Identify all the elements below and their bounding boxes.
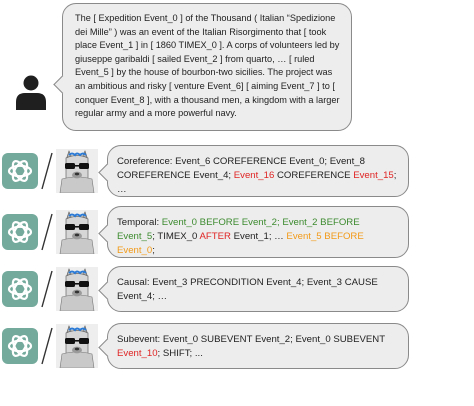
- text-segment: Event_15: [353, 170, 394, 181]
- text-segment: Temporal:: [117, 217, 162, 228]
- coreference-response-bubble: [107, 145, 409, 197]
- openai-logo-icon: [2, 153, 38, 189]
- slash-divider: [40, 326, 54, 366]
- text-segment: The [ Expedition Event_0 ] of the Thousand ( Italian “Spedizione dei Mille” ) was an event of the Italian Risorgimento that [ took place Event_1 ] in [ 1860 TIMEX_0 ]. A corps of volunteers led by giuseppe garibaldi [ sailed Event_2 ] from quarto, … [ ruled Event_5 ] by the house of bourbon-two sicilies. The project was an ambitious and risky [ venture Event_6] [ aiming Event_7 ] to [ conquer Event_8 ], with a thousand men, a kingdom with a larger regular army and a more powerful navy.: [75, 13, 340, 119]
- text-segment: Event_16: [233, 170, 275, 181]
- coreference-response-text: [117, 155, 400, 197]
- llama-icon: [56, 324, 98, 368]
- text-segment: Event_1; …: [230, 231, 287, 242]
- text-segment: ; SHIFT; ...: [157, 348, 203, 359]
- person-icon: [14, 74, 48, 110]
- user-prompt-text: [75, 12, 341, 121]
- text-segment: Event_0 BEFORE Event_2; Event_2 BEFORE Event_5: [117, 217, 360, 242]
- slash-divider: [40, 269, 54, 309]
- text-segment: ; TIMEX_0: [152, 231, 200, 242]
- slash-divider: [40, 212, 54, 252]
- text-segment: Causal: Event_3 PRECONDITION Event_4; Event_3 CAUSE Event_4; …: [117, 277, 378, 302]
- openai-logo-icon: [2, 328, 38, 364]
- llama-icon: [56, 149, 98, 193]
- openai-logo-icon: [2, 271, 38, 307]
- openai-logo-icon: [2, 214, 38, 250]
- text-segment: Coreference: Event_6 COREFERENCE Event_0; Event_8 COREFERENCE Event_4;: [117, 156, 365, 181]
- text-segment: Subevent: Event_0 SUBEVENT Event_2; Event_0 SUBEVENT: [117, 334, 385, 345]
- subevent-response-text: [117, 333, 400, 361]
- causal-response-text: [117, 276, 400, 304]
- text-segment: ; …: [117, 170, 397, 195]
- user-prompt-bubble: [62, 3, 352, 131]
- text-segment: Event_10: [117, 348, 158, 359]
- slash-divider: [40, 151, 54, 191]
- subevent-response-bubble: [107, 323, 409, 369]
- text-segment: AFTER: [199, 231, 231, 242]
- temporal-response-text: [117, 216, 400, 258]
- temporal-response-bubble: [107, 206, 409, 258]
- llama-icon: [56, 267, 98, 311]
- causal-response-bubble: [107, 266, 409, 312]
- text-segment: COREFERENCE: [274, 170, 354, 181]
- text-segment: ;: [152, 245, 155, 256]
- text-segment: Event_5 BEFORE Event_0: [117, 231, 364, 256]
- llama-icon: [56, 210, 98, 254]
